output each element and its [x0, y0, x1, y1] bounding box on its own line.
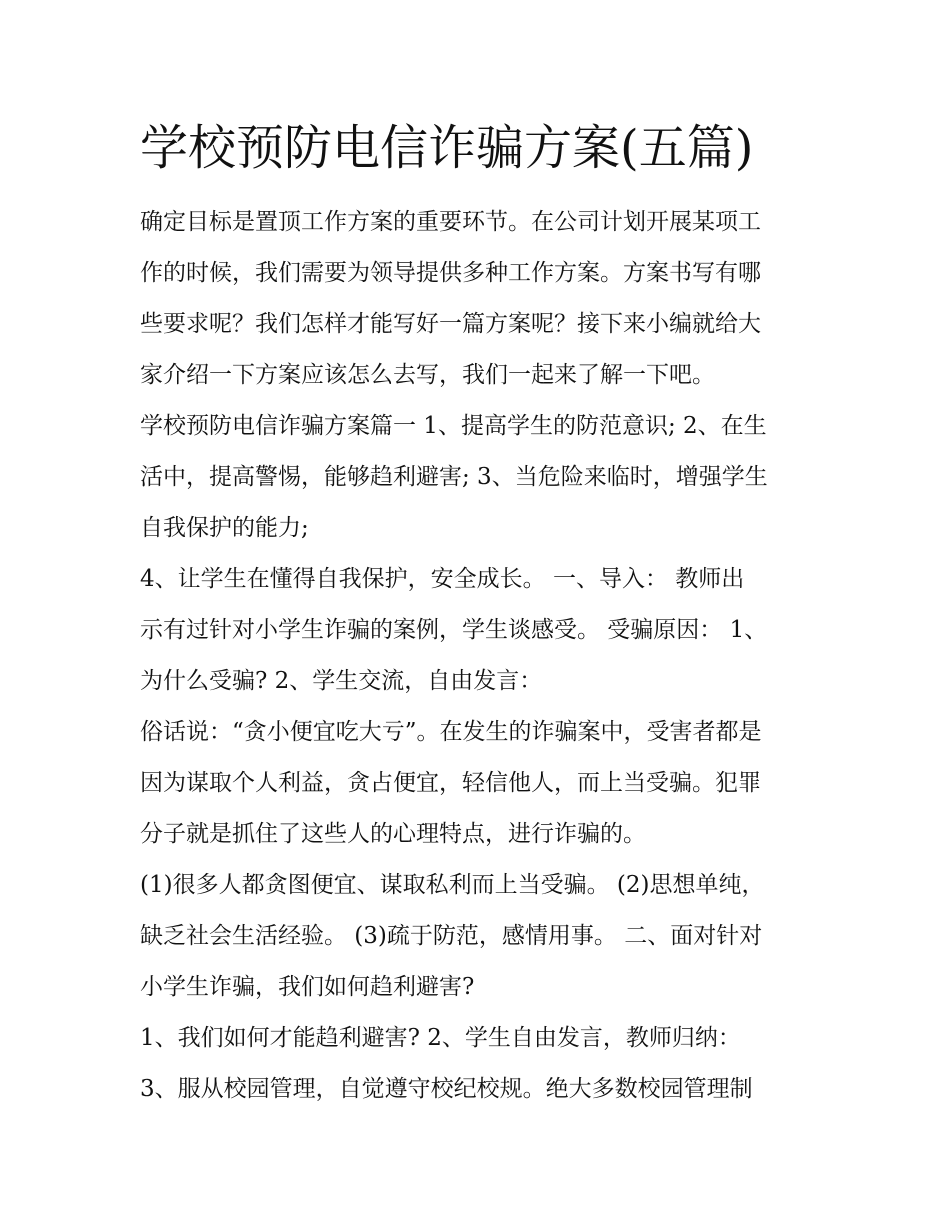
text-line: 些要求呢？我们怎样才能写好一篇方案呢？接下来小编就给大 [140, 311, 761, 337]
text-line: 分子就是抓住了这些人的心理特点，进行诈骗的。 [140, 821, 646, 847]
text-line: 因为谋取个人利益，贪占便宜，轻信他人，而上当受骗。犯罪 [140, 770, 761, 796]
paragraph-school-rules [140, 1064, 820, 1115]
text-line: 3、服从校园管理，自觉遵守校纪校规。绝大多数校园管理制 [140, 1076, 753, 1102]
text-line: 4、让学生在懂得自我保护，安全成长。 一、导入： 教师出 [140, 566, 745, 592]
text-line: 为什么受骗? 2、学生交流，自由发言： [140, 668, 543, 694]
text-line: 家介绍一下方案应该怎么去写，我们一起来了解一下吧。 [140, 362, 715, 388]
document-body [140, 197, 820, 1115]
text-line: 活中，提高警惕，能够趋利避害; 3、当危险来临时，增强学生 [140, 464, 768, 490]
paragraph-proverb [140, 707, 820, 860]
text-line: 小学生诈骗，我们如何趋利避害? [140, 974, 475, 1000]
paragraph-reasons [140, 860, 820, 1013]
text-line: 示有过针对小学生诈骗的案例，学生谈感受。 受骗原因： 1、 [140, 617, 768, 643]
paragraph-questions [140, 1013, 820, 1064]
paragraph-section-one [140, 401, 820, 554]
page-title: 学校预防电信诈骗方案(五篇) [140, 120, 754, 176]
text-line: 缺乏社会生活经验。 (3)疏于防范，感情用事。 二、面对针对 [140, 923, 763, 949]
paragraph-introduction-case [140, 554, 820, 707]
text-line: 自我保护的能力; [140, 515, 309, 541]
text-line: 学校预防电信诈骗方案篇一 1、提高学生的防范意识; 2、在生 [140, 413, 767, 439]
text-line: (1)很多人都贪图便宜、谋取私利而上当受骗。 (2)思想单纯， [140, 872, 765, 898]
text-line: 1、我们如何才能趋利避害? 2、学生自由发言，教师归纳： [140, 1025, 741, 1051]
text-line: 俗话说：“贪小便宜吃大亏”。在发生的诈骗案中，受害者都是 [140, 719, 762, 745]
text-line: 作的时候，我们需要为领导提供多种工作方案。方案书写有哪 [140, 260, 761, 286]
paragraph-intro [140, 197, 820, 401]
text-line: 确定目标是置顶工作方案的重要环节。在公司计划开展某项工 [140, 209, 761, 235]
